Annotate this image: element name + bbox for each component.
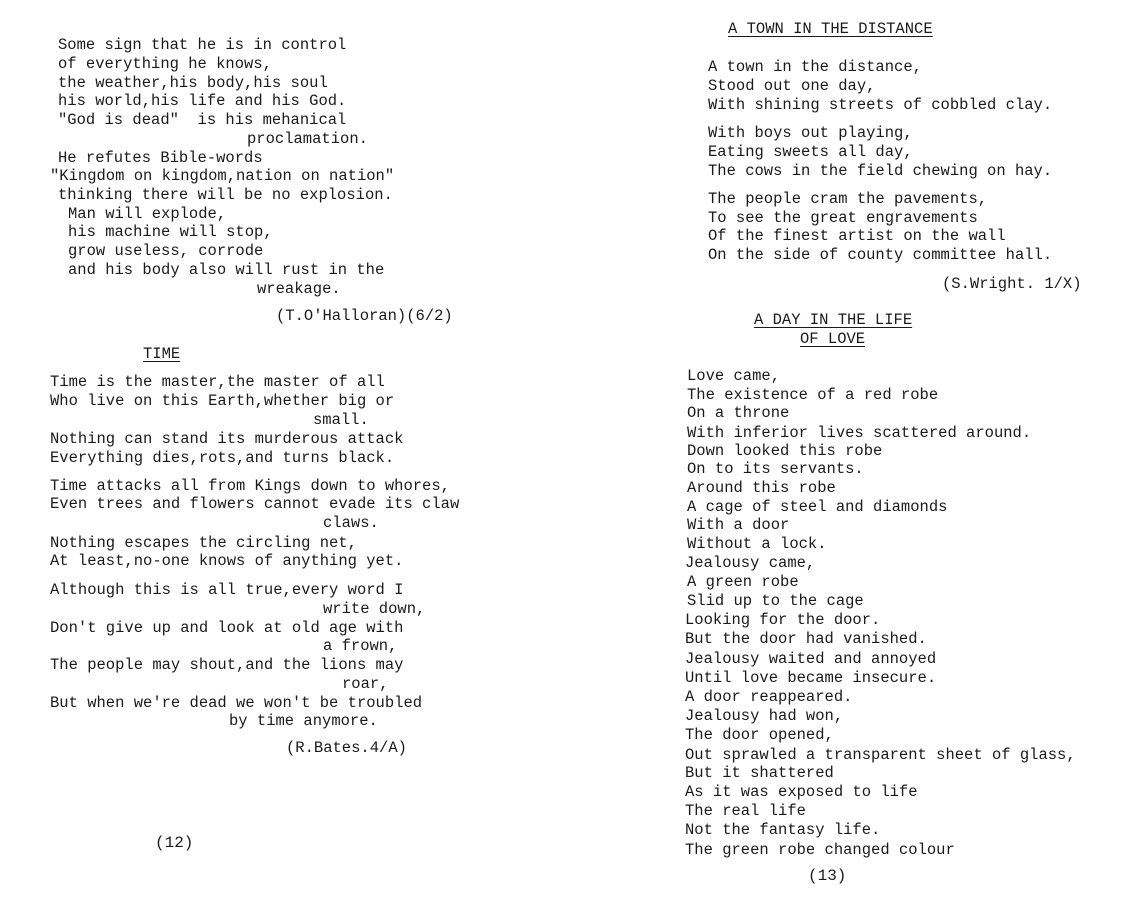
poem-line: roar,	[342, 675, 389, 693]
poem-line: On to its servants.	[687, 460, 864, 478]
poem-line: Jealousy came,	[685, 554, 816, 572]
poem-line: Although this is all true,every word I	[50, 581, 404, 599]
poem-line: the weather,his body,his soul	[58, 74, 328, 92]
poem-line: But it shattered	[685, 764, 834, 782]
poem-line: The people cram the pavements,	[708, 190, 988, 208]
poem-line: To see the great engravements	[708, 209, 978, 227]
poem-line: Nothing escapes the circling net,	[50, 534, 357, 552]
poem-line: At least,no-one knows of anything yet.	[50, 552, 404, 570]
poem-line: But when we're dead we won't be troubled	[50, 694, 423, 712]
poem-line: A town in the distance,	[708, 58, 922, 76]
poem-author: (T.O'Halloran)(6/2)	[276, 307, 453, 325]
poem-line: claws.	[323, 514, 379, 532]
poem-line: by time anymore.	[229, 712, 378, 730]
poem-line: Even trees and flowers cannot evade its claw	[50, 495, 460, 513]
poem-line: Slid up to the cage	[687, 592, 864, 610]
poem-line: The cows in the field chewing on hay.	[708, 162, 1053, 180]
poem-line: Out sprawled a transparent sheet of glass,	[685, 746, 1076, 764]
poem-title-day-line2: OF LOVE	[800, 330, 866, 348]
poem-line: Time is the master,the master of all	[50, 373, 385, 391]
poem-title-town: A TOWN IN THE DISTANCE	[728, 20, 933, 38]
poem-line: Without a lock.	[687, 535, 827, 553]
poem-line: Don't give up and look at old age with	[50, 619, 404, 637]
poem-line: his world,his life and his God.	[58, 92, 347, 110]
poem-line: With boys out playing,	[708, 124, 913, 142]
poem-line: Everything dies,rots,and turns black.	[50, 449, 395, 467]
poem-title-day-line1: A DAY IN THE LIFE	[754, 311, 913, 329]
page-number: (12)	[155, 834, 194, 852]
poem-line: "God is dead" is his mehanical	[58, 111, 347, 129]
page-number: (13)	[808, 867, 847, 885]
left-page	[0, 0, 560, 900]
poem-line: The people may shout,and the lions may	[50, 656, 404, 674]
poem-author: (R.Bates.4/A)	[286, 739, 407, 757]
poem-line: The green robe changed colour	[685, 841, 955, 859]
poem-line: Time attacks all from Kings down to whores,	[50, 477, 450, 495]
poem-line: Looking for the door.	[685, 611, 881, 629]
poem-author: (S.Wright. 1/X)	[942, 275, 1082, 293]
poem-line: With a door	[687, 516, 790, 534]
poem-line: Jealousy had won,	[685, 707, 844, 725]
right-page	[580, 0, 1145, 900]
poem-line: his machine will stop,	[68, 223, 273, 241]
poem-line: A cage of steel and diamonds	[687, 498, 948, 516]
poem-line: On the side of county committee hall.	[708, 246, 1053, 264]
poem-line: write down,	[323, 600, 426, 618]
poem-line: Love came,	[687, 367, 781, 385]
poem-line: The real life	[685, 802, 806, 820]
poem-line: Stood out one day,	[708, 77, 876, 95]
poem-line: a frown,	[323, 637, 398, 655]
poem-line: thinking there will be no explosion.	[58, 186, 393, 204]
poem-line: A green robe	[687, 573, 799, 591]
poem-line: Nothing can stand its murderous attack	[50, 430, 404, 448]
poem-line: Some sign that he is in control	[58, 36, 347, 54]
poem-line: "Kingdom on kingdom,nation on nation"	[50, 167, 395, 185]
poem-line: Until love became insecure.	[685, 669, 937, 687]
poem-line: The door opened,	[685, 726, 834, 744]
poem-line: and his body also will rust in the	[68, 261, 385, 279]
poem-line: Eating sweets all day,	[708, 143, 913, 161]
poem-line: Not the fantasy life.	[685, 821, 881, 839]
poem-line: Who live on this Earth,whether big or	[50, 392, 395, 410]
poem-line: Of the finest artist on the wall	[708, 227, 1006, 245]
poem-line: As it was exposed to life	[685, 783, 918, 801]
poem-line: small.	[313, 411, 369, 429]
poem-line: Around this robe	[687, 479, 836, 497]
poem-title-time: TIME	[143, 345, 181, 363]
poem-line: Down looked this robe	[687, 442, 883, 460]
poem-line: proclamation.	[247, 130, 368, 148]
poem-line: The existence of a red robe	[687, 386, 939, 404]
poem-line: With inferior lives scattered around.	[687, 424, 1032, 442]
poem-line: He refutes Bible-words	[58, 149, 263, 167]
poem-line: grow useless, corrode	[68, 242, 264, 260]
poem-line: of everything he knows,	[58, 55, 272, 73]
poem-line: But the door had vanished.	[685, 630, 927, 648]
poem-line: Jealousy waited and annoyed	[685, 650, 937, 668]
poem-line: A door reappeared.	[685, 688, 853, 706]
poem-line: On a throne	[687, 404, 790, 422]
poem-line: Man will explode,	[68, 205, 227, 223]
poem-line: wreakage.	[257, 280, 341, 298]
poem-line: With shining streets of cobbled clay.	[708, 96, 1053, 114]
